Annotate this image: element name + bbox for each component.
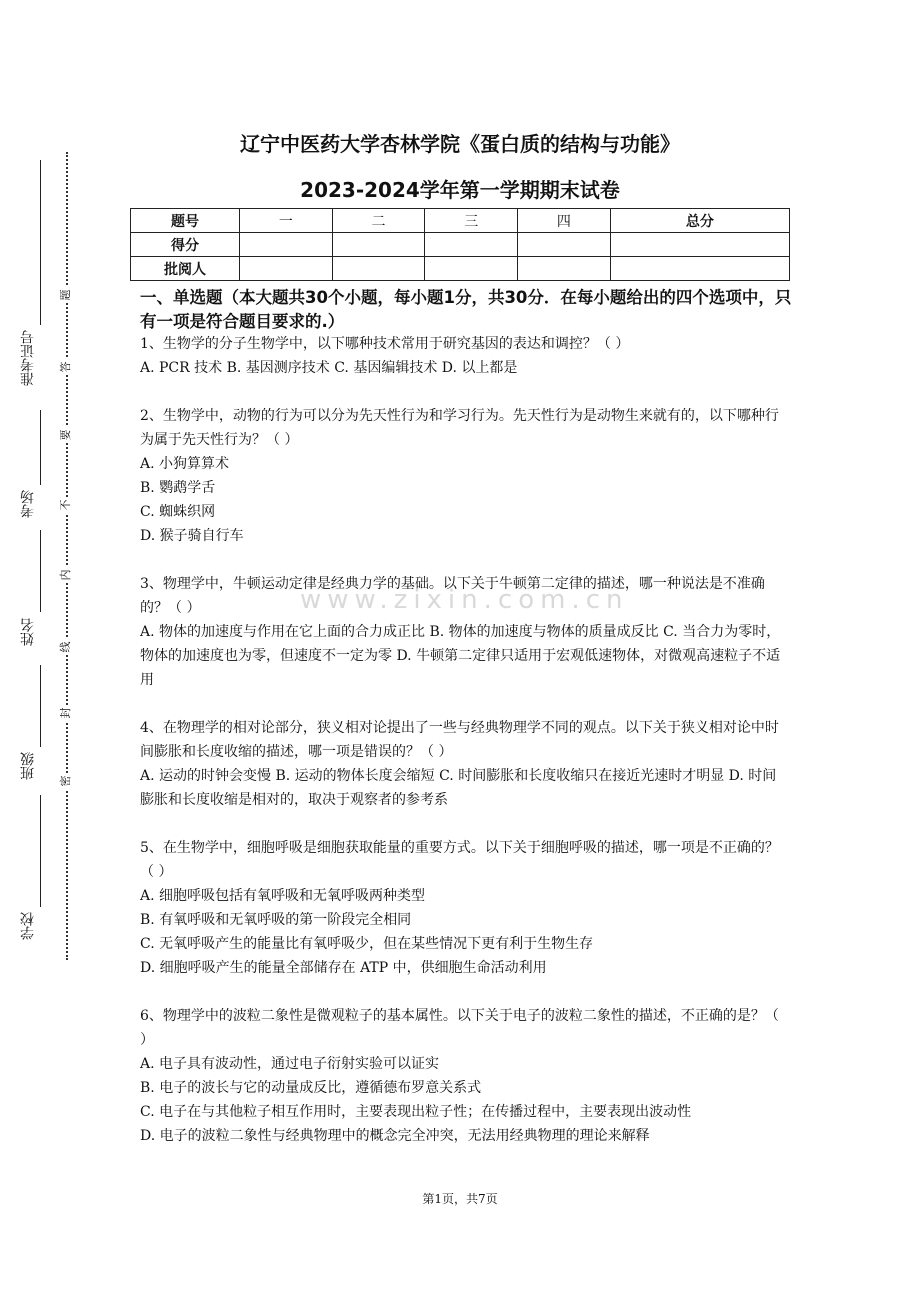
- question-option: D. 细胞呼吸产生的能量全部储存在 ATP 中，供细胞生命活动利用: [140, 960, 547, 976]
- score-table-header-cell: 四: [518, 209, 611, 233]
- score-table-header-cell: 题号: [131, 209, 240, 233]
- question-option: B. 鹦鹉学舌: [140, 480, 216, 496]
- grader-row-label: 批阅人: [131, 257, 240, 281]
- seal-char: 题: [59, 287, 73, 303]
- class-label: 班级: [20, 752, 36, 780]
- score-table-header-cell: 二: [332, 209, 425, 233]
- question-option: C. 蜘蛛织网: [140, 504, 216, 520]
- score-table-header-cell: 总分: [610, 209, 789, 233]
- name-line: [40, 530, 41, 612]
- question-stem: 1、生物学的分子生物学中，以下哪种技术常用于研究基因的表达和调控？（ ）: [140, 336, 630, 352]
- question-option: D. 猴子骑自行车: [140, 528, 244, 544]
- question-option: A. 电子具有波动性，通过电子衍射实验可以证实: [140, 1056, 440, 1072]
- score-table-header-cell: 三: [425, 209, 518, 233]
- seal-char: 要: [59, 427, 73, 443]
- question-option: B. 有氧呼吸和无氧呼吸的第一阶段完全相同: [140, 912, 412, 928]
- name-label: 姓名: [20, 618, 36, 646]
- seal-char: 不: [59, 497, 73, 513]
- class-line: [40, 665, 41, 747]
- seal-char: 密: [59, 773, 73, 789]
- score-cell[interactable]: [425, 233, 518, 257]
- question-stem: 2、生物学中，动物的行为可以分为先天性行为和学习行为。先天性行为是动物生来就有的，以下哪种行为属于先天性行为？（ ）: [140, 408, 779, 448]
- seal-char: 线: [59, 639, 73, 655]
- exam-room-label: 考场: [20, 490, 36, 518]
- question-stem: 6、物理学中的波粒二象性是微观粒子的基本属性。以下关于电子的波粒二象性的描述，不正确的是？（ ）: [140, 1008, 779, 1048]
- score-table-header-row: [131, 209, 790, 233]
- score-row: [131, 233, 790, 257]
- question-option: A. 物体的加速度与作用在它上面的合力成正比 B. 物体的加速度与物体的质量成反比 C. 当合力为零时，物体的加速度也为零，但速度不一定为零 D. 牛顿第二定律只适用于宏观低速物体，对微观高速粒子不适用: [140, 624, 781, 688]
- question-6: [140, 1004, 790, 1148]
- question-stem: 5、在生物学中，细胞呼吸是细胞获取能量的重要方式。以下关于细胞呼吸的描述，哪一项是不正确的？（ ）: [140, 840, 779, 880]
- grader-row: [131, 257, 790, 281]
- section-heading: 一、单选题（本大题共30个小题，每小题1分，共30分．在每小题给出的四个选项中，只有一项是符合题目要求的.）: [140, 288, 792, 331]
- question-stem: 3、物理学中，牛顿运动定律是经典力学的基础。以下关于牛顿第二定律的描述，哪一种说法是不准确的？（ ）: [140, 576, 765, 616]
- question-option: A. 细胞呼吸包括有氧呼吸和无氧呼吸两种类型: [140, 888, 426, 904]
- grader-cell[interactable]: [425, 257, 518, 281]
- exam-room-line: [40, 410, 41, 485]
- score-table-header-cell: 一: [240, 209, 333, 233]
- grader-cell[interactable]: [332, 257, 425, 281]
- question-option: A. 运动的时钟会变慢 B. 运动的物体长度会缩短 C. 时间膨胀和长度收缩只在接近光速时才明显 D. 时间膨胀和长度收缩是相对的，取决于观察者的参考系: [140, 768, 777, 808]
- question-option: A. PCR 技术 B. 基因测序技术 C. 基因编辑技术 D. 以上都是: [140, 360, 518, 376]
- exam-id-label: 准考证号: [20, 330, 36, 386]
- question-4: [140, 716, 790, 812]
- page-footer: 第1页，共7页: [422, 1192, 498, 1206]
- watermark: www.zixin.com.cn: [300, 585, 629, 615]
- question-option: A. 小狗算算术: [140, 456, 230, 472]
- question-3: [140, 572, 790, 692]
- question-1: [140, 332, 790, 380]
- seal-dotted-line: [66, 152, 68, 960]
- score-row-label: 得分: [131, 233, 240, 257]
- score-cell[interactable]: [332, 233, 425, 257]
- seal-char: 内: [59, 567, 73, 583]
- seal-char: 答: [59, 359, 73, 375]
- binding-margin: [0, 140, 80, 960]
- exam-title: 辽宁中医药大学杏林学院《蛋白质的结构与功能》: [240, 132, 680, 156]
- score-cell[interactable]: [240, 233, 333, 257]
- grader-cell[interactable]: [518, 257, 611, 281]
- grader-cell[interactable]: [610, 257, 789, 281]
- question-2: [140, 404, 790, 548]
- question-option: B. 电子的波长与它的动量成反比，遵循德布罗意关系式: [140, 1080, 482, 1096]
- question-option: C. 电子在与其他粒子相互作用时，主要表现出粒子性；在传播过程中，主要表现出波动性: [140, 1104, 692, 1120]
- question-option: C. 无氧呼吸产生的能量比有氧呼吸少，但在某些情况下更有利于生物生存: [140, 936, 594, 952]
- school-line: [40, 795, 41, 907]
- seal-char: 封: [59, 705, 73, 721]
- score-cell[interactable]: [610, 233, 789, 257]
- grader-cell[interactable]: [240, 257, 333, 281]
- question-stem: 4、在物理学的相对论部分，狭义相对论提出了一些与经典物理学不同的观点。以下关于狭义相对论中时间膨胀和长度收缩的描述，哪一项是错误的？（ ）: [140, 720, 779, 760]
- exam-subtitle: 2023-2024学年第一学期期末试卷: [300, 178, 620, 202]
- score-table: [130, 208, 790, 281]
- question-5: [140, 836, 790, 980]
- question-option: D. 电子的波粒二象性与经典物理中的概念完全冲突，无法用经典物理的理论来解释: [140, 1128, 650, 1144]
- question-list: [140, 332, 790, 1172]
- school-label: 学校: [20, 912, 36, 940]
- score-cell[interactable]: [518, 233, 611, 257]
